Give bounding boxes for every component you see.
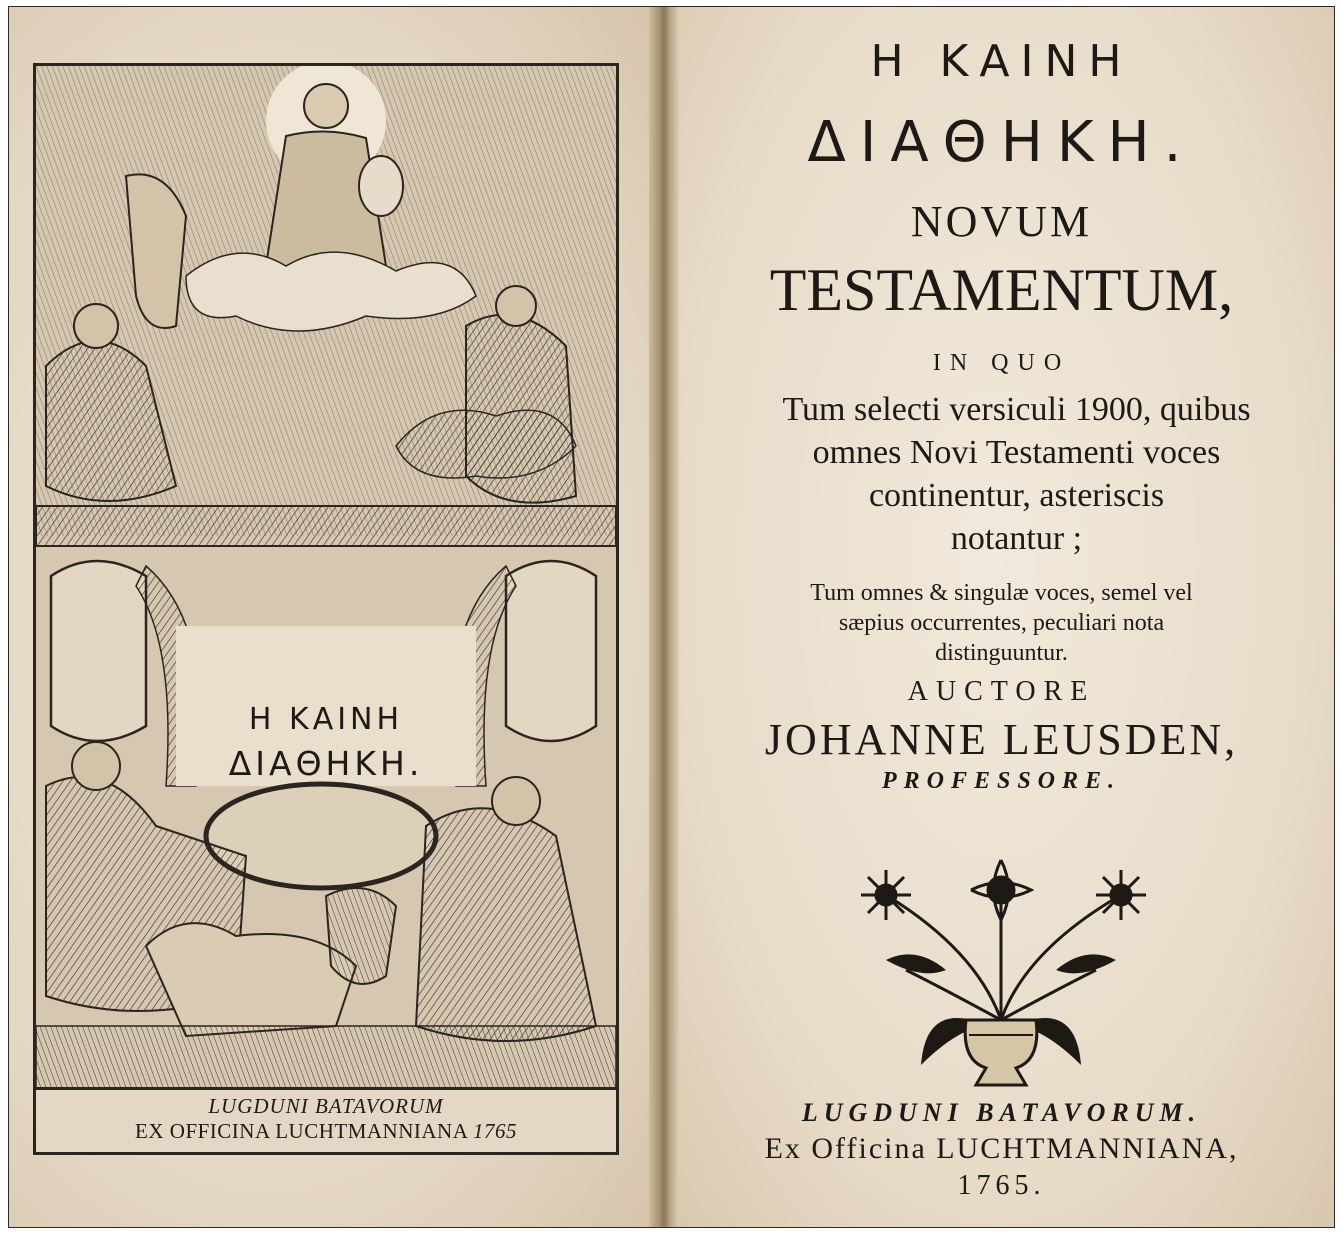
frontispiece-imprint-line2: EX OFFICINA LUCHTMANNIANA — [135, 1119, 468, 1143]
paragraph2-line: distinguuntur. — [935, 640, 1068, 666]
paragraph2-line: Tum omnes & singulæ voces, semel vel — [810, 580, 1193, 606]
frontispiece-imprint — [36, 1087, 616, 1152]
paragraph1-line: Tum selecti versiculi 1900, quibus — [782, 391, 1251, 428]
frontispiece-imprint-line1: LUGDUNI BATAVORUM — [208, 1094, 444, 1118]
paragraph1-line: notantur ; — [950, 520, 1083, 557]
title-latin-testamentum: TESTAMENTUM, — [769, 257, 1234, 323]
auctore-label: AUCTORE — [907, 676, 1096, 707]
imprint-year: 1765. — [957, 1170, 1046, 1201]
frontispiece-imprint-year: 1765 — [472, 1119, 517, 1143]
author-name: JOHANNE LEUSDEN, — [764, 715, 1239, 764]
book-gutter — [649, 7, 679, 1227]
imprint-line1: LUGDUNI BATAVORUM. — [801, 1098, 1202, 1127]
author-title: PROFESSORE. — [881, 768, 1122, 794]
title-in-quo: IN QUO — [932, 350, 1071, 376]
paragraph1-line: continentur, asteriscis — [868, 477, 1165, 514]
flower-vase-ornament-icon — [826, 850, 1176, 1090]
description-paragraph-2 — [700, 578, 1303, 668]
title-greek-line1: Η ΚΑΙΝΗ — [870, 36, 1133, 87]
imprint-line2: Ex Officina LUCHTMANNIANA, — [764, 1132, 1239, 1165]
paragraph2-line: sæpius occurrentes, peculiari nota — [838, 610, 1165, 636]
paragraph1-line: omnes Novi Testamenti voces — [812, 434, 1221, 471]
engraving-illustration-icon — [36, 66, 616, 1090]
description-paragraph-1 — [700, 388, 1333, 560]
frontispiece-engraving — [33, 63, 619, 1155]
frontispiece-title-line2: ΔΙΑΘΗΚΗ. — [228, 744, 424, 783]
title-greek-line2: ΔΙΑΘΗΚΗ. — [807, 110, 1196, 175]
title-latin-novum: NOVUM — [910, 197, 1093, 246]
frontispiece-title-line1: Η ΚΑΙΝΗ — [248, 702, 404, 737]
frontispiece-imprint-line2-wrap — [36, 1119, 616, 1144]
